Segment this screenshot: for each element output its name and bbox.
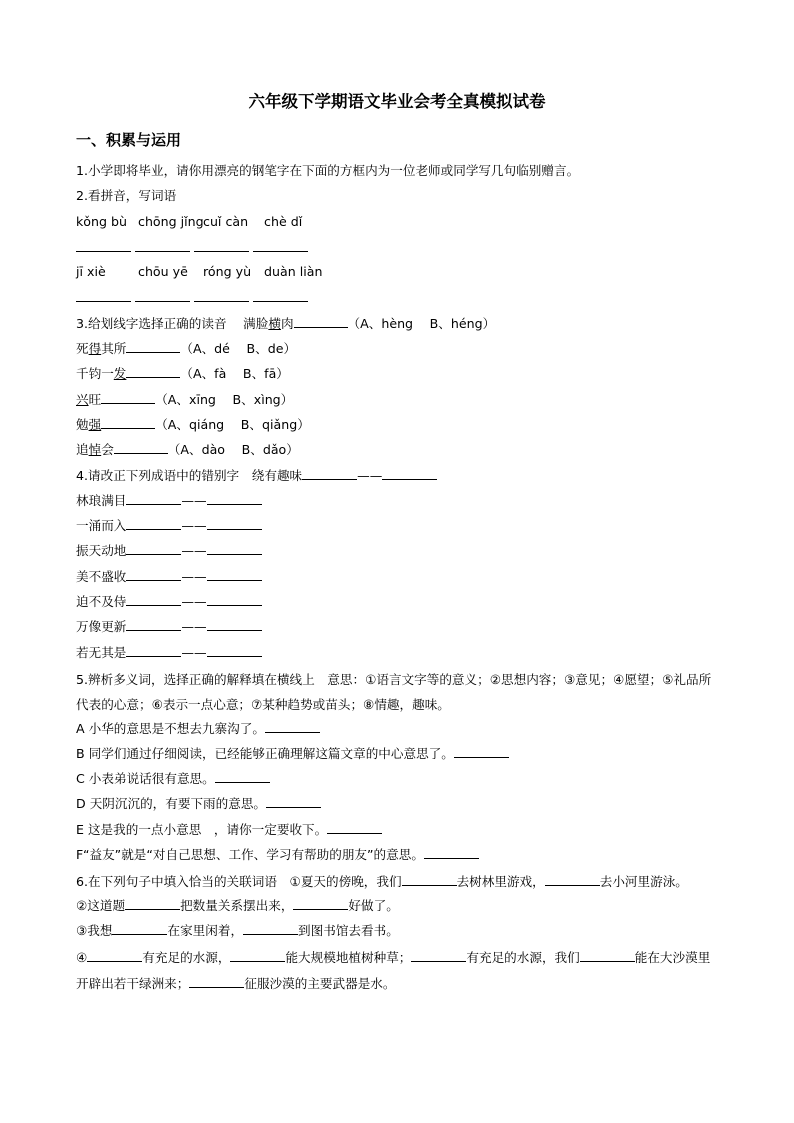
underlined-char: 强 [88,416,102,432]
answer-blank[interactable] [215,768,270,783]
question-4-item [76,566,718,591]
sentence: D 天阴沉沉的，有要下雨的意思。 [76,796,267,812]
answer-blank[interactable] [294,313,348,328]
answer-blank[interactable] [135,237,190,252]
sentence: E 这是我的一点小意思 ，请你一定要收下。 [76,821,328,837]
answer-blank[interactable] [126,490,181,505]
idiom: 一涌而入 [76,518,127,534]
question-6-sentence-3 [76,920,718,945]
answer-blank[interactable] [101,414,155,429]
underlined-char: 悼 [88,442,102,458]
answer-blank[interactable] [126,540,181,555]
question-3-intro: 3.给划线字选择正确的读音 [76,315,227,331]
dash: —— [181,619,207,635]
sentence-part: ③我想 [76,922,113,938]
dash: —— [181,594,207,610]
answer-blank[interactable] [135,287,190,302]
word-part: 千钧一 [76,366,114,382]
answer-blank[interactable] [293,895,348,910]
pinyin: chè dǐ [264,213,303,229]
idiom: 万像更新 [76,619,127,635]
dash: —— [181,543,207,559]
answer-blank[interactable] [411,947,466,962]
answer-blank[interactable] [266,793,321,808]
word-part: 勉 [76,416,89,432]
sentence-part: 有充足的水源，我们 [466,950,580,966]
answer-blank[interactable] [302,465,357,480]
sentence-part: ①夏天的傍晚，我们 [289,874,402,890]
sentence-part: 好做了。 [348,897,399,913]
question-5-item [76,793,718,818]
answer-blank[interactable] [126,642,181,657]
sentence-part: 去树林里游戏， [456,874,545,890]
question-1: 1.小学即将毕业，请你用漂亮的钢笔字在下面的方框内为一位老师或同学写几句临别赠言。 [76,163,580,178]
idiom: 美不盛收 [76,568,127,584]
sentence-part: 去小河里游泳。 [599,874,688,890]
answer-blank[interactable] [126,338,180,353]
question-3-item [76,389,718,414]
pinyin: chōng jǐng [138,213,204,229]
sentence-part: ②这道题 [76,897,126,913]
sentence: B 同学们通过仔细阅读，已经能够正确理解这篇文章的中心意思了。 [76,745,454,761]
question-3-item [76,363,718,388]
sentence-part: 在家里闲着， [167,922,244,938]
answer-blank[interactable] [189,973,244,988]
pinyin: jī xiè [76,264,106,280]
answer-blank[interactable] [126,566,181,581]
answer-blank[interactable] [253,287,308,302]
word-part: 旺 [88,391,102,407]
question-4-item [76,540,718,565]
answer-blank[interactable] [545,871,600,886]
options: （A、hèng B、héng） [347,315,496,331]
underlined-char: 发 [113,366,127,382]
idiom: 迫不及侍 [76,594,127,610]
options: （A、xīng B、xìng） [155,391,294,407]
question-2: 2.看拼音，写词语 [76,188,177,204]
question-4-item [76,642,718,667]
sentence-part: 到图书馆去看书。 [298,922,399,938]
idiom: 振天动地 [76,543,127,559]
question-6-sentence-4 [76,945,718,996]
question-5-item [76,844,718,869]
answer-blank[interactable] [76,237,131,252]
section-heading: 一、积累与运用 [76,131,182,149]
answer-blank[interactable] [207,642,262,657]
answer-blank[interactable] [207,591,262,606]
answer-blank[interactable] [194,237,249,252]
answer-blank[interactable] [101,389,155,404]
word-part: 死 [76,341,89,357]
dash: —— [357,467,383,483]
options: （A、fà B、fā） [180,366,289,382]
dash: —— [181,492,207,508]
answer-blank[interactable] [76,287,131,302]
answer-blank[interactable] [207,540,262,555]
questions [76,161,718,996]
question-5-intro: 5.辨析多义词，选择正确的解释填在横线上 意思：①语言文字等的意义；②思想内容；③意见；④愿望；⑤礼品所代表的心意；⑥表示一点心意；⑦某种趋势或苗头；⑧情趣，趣味。 [76,671,712,713]
pinyin: róng yù [203,264,252,280]
question-5-item [76,718,718,743]
underlined-char: 兴 [76,391,89,407]
pinyin: duàn liàn [264,264,323,280]
question-3-item [76,338,718,363]
answer-blank[interactable] [207,566,262,581]
idiom: 林琅满目 [76,492,127,508]
answer-blank[interactable] [207,616,262,631]
question-4-item [76,490,718,515]
answer-blank[interactable] [230,947,285,962]
answer-blank[interactable] [265,718,320,733]
dash: —— [181,518,207,534]
question-6-intro: 6.在下列句子中填入恰当的关联词语 [76,874,277,890]
dash: —— [181,644,207,660]
idiom: 绕有趣味 [251,467,303,483]
answer-blank[interactable] [207,515,262,530]
word-part: 满脸 [243,315,269,331]
word-part: 其所 [101,341,127,357]
answer-blank[interactable] [243,920,298,935]
pinyin: cuǐ càn [203,213,249,229]
answer-blank[interactable] [126,363,180,378]
question-4-item [76,591,718,616]
pinyin-row-2 [76,262,718,287]
answer-blank[interactable] [454,743,509,758]
options: （A、qiáng B、qiǎng） [155,416,310,432]
question-6-sentence-1 [76,869,718,894]
answer-blank[interactable] [382,465,437,480]
answer-blank[interactable] [125,895,180,910]
idiom: 若无其是 [76,644,127,660]
pinyin-row-1 [76,212,718,237]
pinyin: chōu yē [138,264,188,280]
answer-blank[interactable] [580,947,635,962]
underlined-char: 得 [88,341,102,357]
question-4-item [76,465,718,490]
question-5-item [76,743,718,768]
sentence-part: 能在大沙漠里开辟出若干绿洲来； [76,950,711,991]
question-6-sentence-2 [76,895,718,920]
word-part: 肉 [280,315,294,331]
question-5-item [76,819,718,844]
question-3-item [76,313,718,338]
answer-blank[interactable] [327,819,382,834]
answer-blank[interactable] [424,844,479,859]
question-4-intro: 4.请改正下列成语中的错别字 [76,467,240,483]
sentence: F“益友”就是“对自己思想、工作、学习有帮助的朋友”的意思。 [76,847,424,863]
question-3-item [76,414,718,439]
sentence-part: 能大规模地植树种草； [285,950,412,966]
answer-blank[interactable] [126,515,181,530]
pinyin: kǒng bù [76,213,127,229]
options: （A、dào B、dǎo） [167,442,299,458]
answer-blank[interactable] [253,237,308,252]
question-3-item [76,439,718,464]
answer-blank[interactable] [402,871,457,886]
options: （A、dé B、de） [180,341,297,357]
answer-blank[interactable] [126,591,181,606]
sentence: C 小表弟说话很有意思。 [76,771,215,787]
dash: —— [181,568,207,584]
answer-blank[interactable] [126,616,181,631]
question-4-item [76,515,718,540]
answer-blank[interactable] [194,287,249,302]
word-part: 会 [101,442,114,458]
exam-title: 六年级下学期语文毕业会考全真模拟试卷 [248,92,546,111]
sentence-part: 有充足的水源， [142,950,231,966]
word-part: 追 [76,442,89,458]
answer-blank[interactable] [112,920,167,935]
sentence-part: ④ [76,950,88,966]
answer-blank[interactable] [114,439,168,454]
question-5-item [76,768,718,793]
sentence-part: 把数量关系摆出来， [180,897,294,913]
question-4-item [76,616,718,641]
answer-blanks-row-2 [76,287,718,312]
answer-blank[interactable] [87,947,142,962]
underlined-char: 横 [268,315,281,331]
answer-blanks-row-1 [76,237,718,262]
sentence: A 小华的意思是不想去九寨沟了。 [76,720,265,736]
sentence-part: 征服沙漠的主要武器是水。 [244,975,396,991]
answer-blank[interactable] [207,490,262,505]
